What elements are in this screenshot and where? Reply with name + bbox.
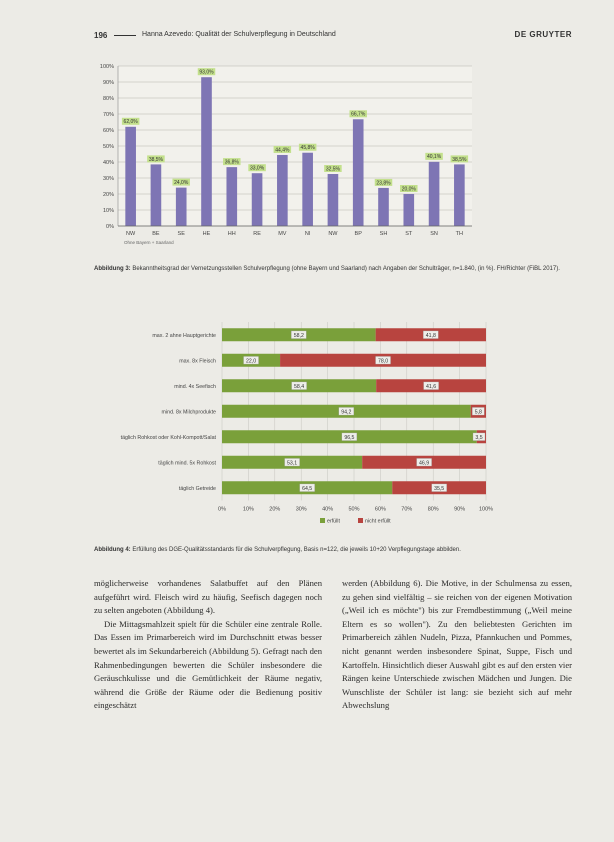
- bar: [226, 167, 237, 226]
- category-label: max. 2 ahne Hauptgerichte: [152, 332, 216, 339]
- category-label: max. 8x Fleisch: [179, 358, 216, 365]
- bar: [151, 164, 162, 226]
- x-tick-label: 30%: [295, 506, 307, 513]
- data-label: 41,8: [425, 332, 436, 339]
- legend-label: erfüllt: [327, 518, 340, 525]
- body-column-right: [342, 577, 572, 713]
- bar: [454, 164, 465, 226]
- data-label: 3,5: [475, 434, 483, 441]
- x-tick-label: NW: [328, 231, 338, 237]
- legend-label: nicht erfüllt: [365, 518, 391, 525]
- x-tick-label: TH: [455, 231, 464, 237]
- y-tick-label: 50%: [102, 144, 114, 150]
- data-label: 24,0%: [174, 180, 189, 186]
- bar: [176, 188, 187, 226]
- x-tick-label: MV: [278, 231, 287, 237]
- paragraph: Die Mittagsmahlzeit spielt für die Schüler eine zentrale Rolle. Das Essen im Primarbereich wird im Durchschnitt etwas besser bewertet als im Sekundarbereich (Abbildung 5). Gefragt nach den Rahmenbedingungen bewerten die Schüler insbesondere die Geräuschkulisse und die Gemütlichkeit der Räume negativ, während die Größe der Räume oder die Bedienung positiv eingeschätzt: [94, 618, 322, 711]
- bar: [403, 194, 414, 226]
- y-tick-label: 100%: [99, 64, 114, 70]
- figure3-bar-chart: [94, 58, 572, 258]
- x-tick-label: SN: [430, 231, 438, 237]
- y-tick-label: 70%: [102, 112, 114, 118]
- data-label: 40,1%: [426, 154, 442, 161]
- x-tick-label: 50%: [348, 506, 360, 513]
- data-label: 96,5: [344, 434, 355, 441]
- data-label: 66,7%: [351, 111, 366, 118]
- x-tick-label: 0%: [218, 506, 226, 513]
- figure3-caption-text: Bekanntheitsgrad der Vernetzungsstellen Schulverpflegung (ohne Bayern und Saarland) nach Angaben der Schulträger, n=1.840, (in %). FH/Richter (FiBL 2017).: [132, 266, 560, 272]
- y-tick-label: 90%: [102, 80, 114, 86]
- bar: [302, 153, 313, 226]
- data-label: 38,5%: [148, 156, 164, 163]
- x-tick-label: RE: [253, 231, 261, 237]
- x-tick-label: 100%: [478, 506, 494, 513]
- data-label: 78,0: [377, 358, 389, 365]
- x-tick-label: 80%: [427, 506, 439, 513]
- data-label: 53,1: [287, 460, 298, 467]
- bar: [252, 173, 263, 226]
- bar: [328, 174, 339, 226]
- category-label: mind. 4x Seefisch: [174, 383, 216, 390]
- category-label: mind. 8x Milchprodukte: [161, 409, 216, 416]
- legend-swatch: [320, 518, 325, 523]
- data-label: 62,0%: [123, 119, 138, 126]
- header-rule: [114, 35, 136, 36]
- x-tick-label: 10%: [242, 506, 254, 513]
- x-tick-label: BP: [354, 231, 362, 237]
- x-tick-label: NW: [126, 231, 136, 237]
- x-tick-label: BE: [152, 231, 160, 237]
- figure4-caption-text: Erfüllung des DGE-Qualitätsstandards für die Schulverpflegung, Basis n=122, die jeweils 10+20 Verpflegungstage abbilden.: [132, 547, 461, 553]
- data-label: 33,0%: [249, 165, 265, 172]
- data-label: 23,8%: [376, 180, 391, 187]
- x-tick-label: ST: [405, 231, 413, 237]
- data-label: 64,5: [302, 485, 313, 492]
- data-label: 41,6: [426, 383, 437, 390]
- data-label: 45,8%: [300, 145, 315, 152]
- bar: [429, 162, 440, 226]
- x-tick-label: SE: [177, 231, 185, 237]
- bar: [277, 155, 288, 226]
- bar: [353, 119, 364, 226]
- x-tick-label: 20%: [269, 506, 281, 513]
- data-label: 46,9: [419, 460, 430, 467]
- data-label: 44,4%: [275, 147, 290, 154]
- data-label: 58,4: [294, 383, 305, 390]
- data-label: 5,8: [474, 409, 482, 416]
- running-header: [94, 28, 572, 44]
- page-number: 196: [94, 31, 108, 40]
- data-label: 94,2: [341, 409, 352, 416]
- y-tick-label: 10%: [102, 208, 114, 214]
- y-tick-label: 80%: [102, 96, 114, 102]
- figure4-caption: [94, 546, 572, 554]
- data-label: 36,8%: [224, 159, 239, 166]
- x-tick-label: NI: [304, 231, 311, 237]
- x-tick-label: 40%: [322, 506, 334, 513]
- figure4-stacked-bar-chart: [94, 318, 572, 533]
- category-label: täglich mind. 5x Rohkost: [158, 460, 216, 467]
- data-label: 93,0%: [199, 69, 214, 76]
- y-tick-label: 20%: [102, 192, 114, 198]
- source-note: Ohne Bayern + Saarland: [124, 240, 174, 245]
- x-tick-label: HE: [202, 231, 211, 237]
- y-tick-label: 0%: [106, 224, 114, 230]
- figure3-caption-label: Abbildung 3:: [94, 266, 131, 272]
- paragraph: möglicherweise vorhandenes Salatbuffet auf den Plänen aufgeführt wird. Fleisch wird zu häufig, Seefisch dagegen noch zu selten angeboten (Abbildung 4).: [94, 578, 322, 616]
- y-tick-label: 30%: [102, 176, 114, 182]
- category-label: täglich Getreide: [178, 485, 216, 492]
- bar: [125, 127, 136, 226]
- data-label: 20,0%: [401, 186, 416, 193]
- x-tick-label: 70%: [401, 506, 413, 513]
- figure3-caption: [94, 265, 572, 273]
- publisher-logo: DE GRUYTER: [514, 30, 572, 39]
- x-tick-label: HH: [227, 231, 236, 237]
- x-tick-label: 90%: [454, 506, 466, 513]
- category-label: täglich Rohkost oder Kohl-Kompott/Salat: [120, 434, 216, 441]
- y-tick-label: 40%: [102, 160, 114, 166]
- data-label: 35,5: [434, 485, 445, 492]
- paragraph: werden (Abbildung 6). Die Motive, in der Schulmensa zu essen, zu gehen sind vielfältig – sie reichen von der eigenen Motivation („Weil ich es möchte") bis zur Fremdbestimmung („Weil meine Eltern es so wollen"). Zu den beliebtesten Gerichten im Primarbereich zählen Nudeln, Pizza, Pfannkuchen und Pommes, nicht genannt werden insbesondere Spinat, Suppe, Fisch und Kartoffeln. Hinsichtlich dieser Auswahl gibt es auf den ersten vier Rängen keine Unterschiede zwischen Mädchen und Jungen. Die Wunschliste der Schüler ist lang: sie bezieht sich auf mehr Abwechslung: [342, 578, 572, 711]
- legend-swatch: [358, 518, 363, 523]
- data-label: 58,2: [293, 332, 304, 339]
- figure4-caption-label: Abbildung 4:: [94, 547, 131, 553]
- bar: [201, 77, 212, 226]
- bar: [378, 188, 389, 226]
- running-title: Hanna Azevedo: Qualität der Schulverpflegung in Deutschland: [142, 31, 336, 38]
- data-label: 32,5%: [325, 166, 341, 173]
- data-label: 38,5%: [452, 156, 467, 163]
- data-label: 22,0: [245, 358, 257, 365]
- body-column-left: [94, 577, 322, 713]
- x-tick-label: SH: [379, 231, 388, 237]
- x-tick-label: 60%: [374, 506, 386, 513]
- y-tick-label: 60%: [102, 128, 114, 134]
